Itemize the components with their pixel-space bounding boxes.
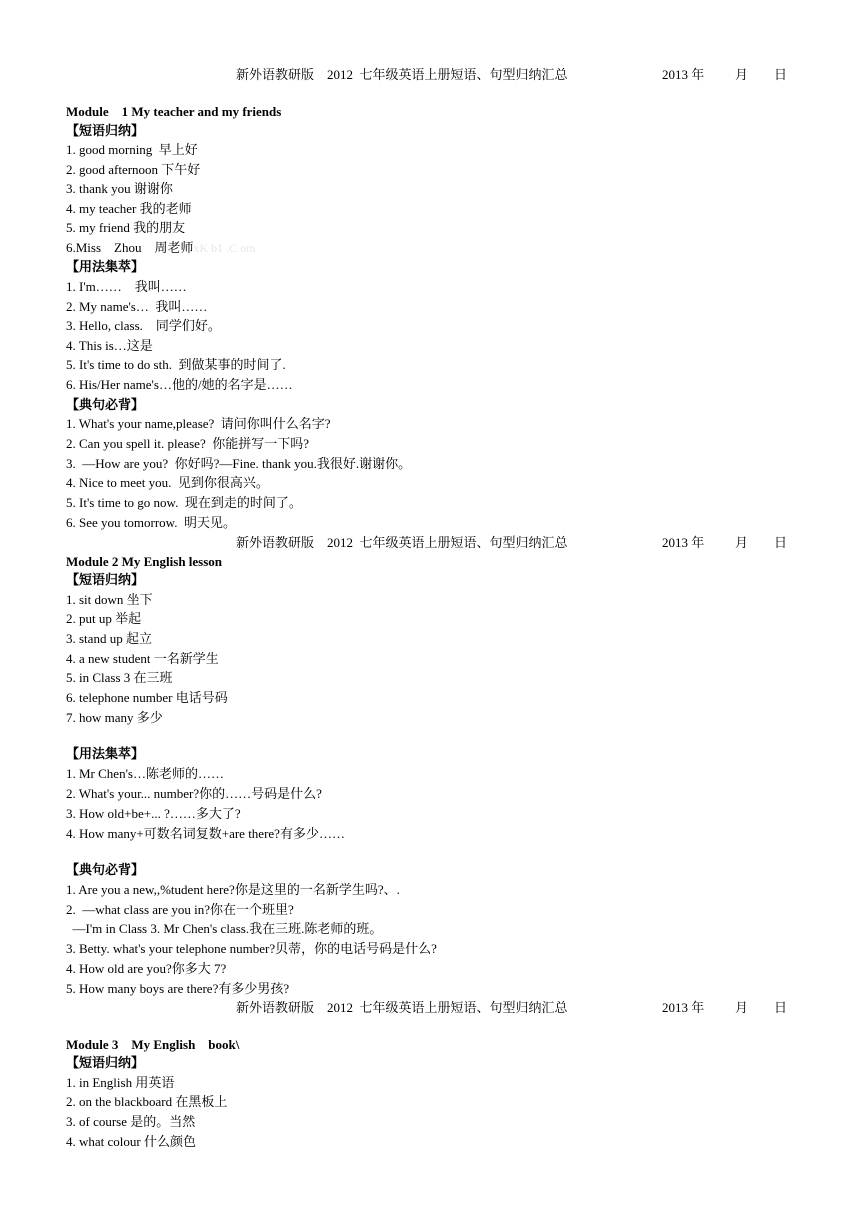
list-item: 1. Are you a new,,%tudent here?你是这里的一名新学生吗?、.: [66, 882, 400, 897]
list-item: 1. What's your name,please? 请问你叫什么名字?: [66, 416, 331, 431]
list-item: 1. good morning 早上好: [66, 142, 198, 157]
header-title: 新外语教研版 2012 七年级英语上册短语、句型归纳汇总: [236, 1000, 568, 1015]
list-item: —I'm in Class 3. Mr Chen's class.我在三班.陈老师的班。: [66, 921, 383, 936]
list-item: 2. —what class are you in?你在一个班里?: [66, 902, 294, 917]
list-item: 1. Mr Chen's…陈老师的……: [66, 766, 224, 781]
list-item: 6. See you tomorrow. 明天见。: [66, 515, 236, 530]
list-item: 1. in English 用英语: [66, 1075, 175, 1090]
list-item: 2. on the blackboard 在黑板上: [66, 1094, 228, 1109]
list-item: 2. What's your... number?你的……号码是什么?: [66, 786, 322, 801]
section-heading: 【用法集萃】: [66, 746, 145, 761]
list-item: 2. Can you spell it. please? 你能拼写一下吗?: [66, 436, 309, 451]
list-item: 6. telephone number 电话号码: [66, 690, 228, 705]
list-item: 3. thank you 谢谢你: [66, 181, 173, 196]
list-item: 3. stand up 起立: [66, 631, 152, 646]
watermark: xK b1 .C om: [193, 241, 256, 255]
list-item: 2. good afternoon 下午好: [66, 162, 201, 177]
header-year: 2013 年: [662, 1000, 705, 1015]
list-item: 4. a new student 一名新学生: [66, 651, 219, 666]
list-item: 3. Betty. what's your telephone number?贝蒂，你的电话号码是什么?: [66, 941, 437, 956]
header-month: 月: [735, 535, 749, 550]
header-year: 2013 年: [662, 67, 705, 82]
list-item: 4. How old are you?你多大 7?: [66, 961, 227, 976]
module-1-title: Module 1 My teacher and my friends: [66, 104, 282, 119]
list-item: 2. My name's… 我叫……: [66, 299, 208, 314]
section-heading: 【典句必背】: [66, 862, 145, 877]
list-item: 7. how many 多少: [66, 710, 163, 725]
header-month: 月: [735, 1000, 749, 1015]
list-item: 2. put up 举起: [66, 611, 142, 626]
header-title: 新外语教研版 2012 七年级英语上册短语、句型归纳汇总: [236, 535, 568, 550]
header-day: 日: [774, 67, 788, 82]
section-heading: 【典句必背】: [66, 397, 145, 412]
list-item: 3. How old+be+... ?……多大了?: [66, 806, 241, 821]
header-title: 新外语教研版 2012 七年级英语上册短语、句型归纳汇总: [236, 67, 568, 82]
list-item: 4. Nice to meet you. 见到你很高兴。: [66, 475, 269, 490]
list-item: 4. what colour 什么颜色: [66, 1134, 196, 1149]
list-item: 5. my friend 我的朋友: [66, 220, 186, 235]
list-item: 4. my teacher 我的老师: [66, 201, 192, 216]
section-heading: 【短语归纳】: [66, 123, 145, 138]
section-heading: 【用法集萃】: [66, 259, 145, 274]
list-item: 1. sit down 坐下: [66, 592, 153, 607]
list-item: 3. —How are you? 你好吗?—Fine. thank you.我很好.谢谢你。: [66, 456, 412, 471]
list-item: 3. of course 是的。当然: [66, 1114, 196, 1129]
module-3-title: Module 3 My English book\: [66, 1037, 240, 1052]
module-2-title: Module 2 My English lesson: [66, 554, 223, 569]
list-item: 5. It's time to go now. 现在到走的时间了。: [66, 495, 302, 510]
list-item: 5. It's time to do sth. 到做某事的时间了.: [66, 357, 286, 372]
section-heading: 【短语归纳】: [66, 572, 145, 587]
list-item: 6. His/Her name's…他的/她的名字是……: [66, 377, 293, 392]
header-month: 月: [735, 67, 749, 82]
list-item: 5. in Class 3 在三班: [66, 670, 173, 685]
header-day: 日: [774, 1000, 788, 1015]
list-item: 5. How many boys are there?有多少男孩?: [66, 981, 290, 996]
list-item: 4. How many+可数名词复数+are there?有多少……: [66, 826, 345, 841]
list-item: 4. This is…这是: [66, 338, 153, 353]
header-year: 2013 年: [662, 535, 705, 550]
list-item: [66, 240, 256, 256]
list-item: 1. I'm…… 我叫……: [66, 279, 187, 294]
section-heading: 【短语归纳】: [66, 1055, 145, 1070]
list-item-text: 6.Miss Zhou 周老师: [66, 240, 194, 255]
header-day: 日: [774, 535, 788, 550]
list-item: 3. Hello, class. 同学们好。: [66, 318, 221, 333]
